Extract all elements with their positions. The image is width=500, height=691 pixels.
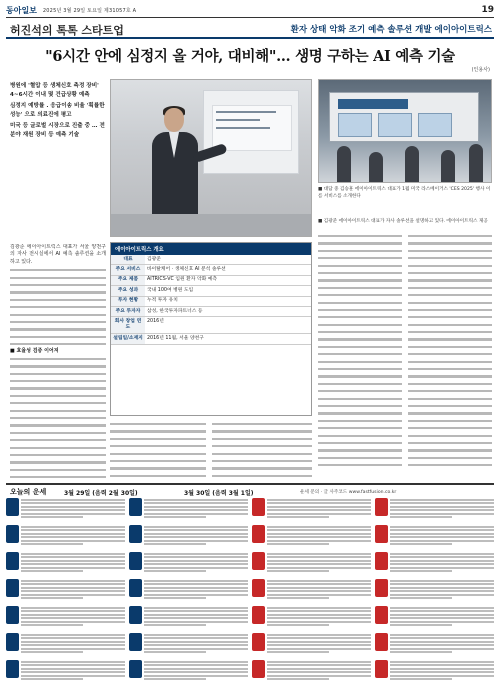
zodiac-badge <box>129 498 142 516</box>
zodiac-badge <box>375 498 388 516</box>
text-line <box>318 328 402 335</box>
text-line <box>408 395 492 402</box>
main-photo-caption: ■ 김광준 에이아이트릭스 대표가 자사 솔루션을 설명하고 있다. 에이아이트릭스 제공 <box>318 219 488 224</box>
fortune-entry <box>129 525 248 550</box>
summary-line: 미국 등 글로벌 시장으로 진출 중 … 전 분야 재원 장비 등 예측 기술 <box>10 122 105 139</box>
text-line <box>408 446 492 453</box>
text-line <box>408 454 492 461</box>
fortune-entry <box>375 660 494 685</box>
fortune-entry <box>6 660 125 685</box>
fortune-entry <box>129 552 248 577</box>
text-line <box>318 254 402 261</box>
headline: "6시간 안에 심정지 올 거야, 대비해"… 생명 구하는 AI 예측 기술 <box>45 48 455 65</box>
text-line <box>408 313 492 320</box>
fortune-text <box>267 579 371 599</box>
main-photo <box>110 79 312 237</box>
text-line <box>318 409 402 416</box>
zodiac-badge <box>6 525 19 543</box>
zodiac-badge <box>6 606 19 624</box>
zodiac-badge <box>129 660 142 678</box>
fortune-entry <box>252 552 371 577</box>
company-profile-table <box>110 242 312 416</box>
text-line <box>318 372 402 379</box>
fortune-entry <box>6 579 125 604</box>
text-line <box>318 439 402 446</box>
fortune-entry <box>252 525 371 550</box>
fortune-text <box>390 660 494 680</box>
fortune-entry <box>375 579 494 604</box>
fortune-text <box>390 498 494 518</box>
zodiac-badge <box>129 579 142 597</box>
fortune-text <box>390 552 494 572</box>
zodiac-badge <box>6 633 19 651</box>
fortune-text <box>267 552 371 572</box>
section-subtitle: 환자 상태 악화 조기 예측 솔루션 개발 에이아이트릭스 <box>290 25 492 35</box>
fortune-text <box>21 606 125 626</box>
fortune-text <box>267 606 371 626</box>
text-line <box>408 328 492 335</box>
fortune-entry <box>375 552 494 577</box>
zodiac-badge <box>375 606 388 624</box>
text-line <box>408 358 492 365</box>
fortune-text <box>21 579 125 599</box>
text-line <box>318 247 402 254</box>
fortune-entry <box>375 498 494 523</box>
text-line <box>408 461 492 468</box>
fortune-column <box>6 498 125 686</box>
fortune-text <box>21 633 125 653</box>
page-number: 19 <box>481 5 494 15</box>
zodiac-badge <box>375 552 388 570</box>
fortune-text <box>144 525 248 545</box>
text-line <box>318 262 402 269</box>
fortune-column <box>375 498 494 686</box>
fortune-grid <box>6 498 494 686</box>
display-wall <box>203 90 299 174</box>
text-line <box>318 291 402 298</box>
section-title: 허진석의 톡톡 스타트업 <box>10 24 124 37</box>
text-line <box>408 247 492 254</box>
text-line <box>318 424 402 431</box>
zodiac-badge <box>129 606 142 624</box>
fortune-text <box>267 525 371 545</box>
fortune-credit: 운세 문의 · 글 사주코드 www.fastfusion.co.kr <box>300 490 397 495</box>
text-line <box>318 358 402 365</box>
text-line <box>408 365 492 372</box>
text-line <box>408 232 492 239</box>
profile-row: 투자 현황 누적 투자 유치 <box>111 296 311 306</box>
zodiac-badge <box>252 606 265 624</box>
fortune-entry <box>6 498 125 523</box>
summary-line: 병원에 '혈압 등 생체신호 측정 장비' 4~6시간 이내 몇 건급상황 예측 <box>10 83 99 99</box>
section-divider <box>6 483 494 485</box>
fortune-text <box>390 579 494 599</box>
text-line <box>318 432 402 439</box>
fortune-column <box>129 498 248 686</box>
text-line <box>408 269 492 276</box>
text-line <box>408 321 492 328</box>
text-line <box>408 306 492 313</box>
summary-line: 심정지 예방률 . 응급이송 비율 '획률한 성능' 으로 의료진에 평고 <box>10 102 105 119</box>
text-line <box>408 432 492 439</box>
text-line <box>408 291 492 298</box>
issue-meta: 2025년 3월 29일 토요일 제31057호 A <box>42 7 137 14</box>
zodiac-badge <box>252 660 265 678</box>
screen-text <box>216 127 270 129</box>
paper-name: 동아일보 <box>6 4 37 15</box>
summary-box <box>10 82 106 141</box>
fortune-entry <box>129 660 248 685</box>
text-line <box>408 380 492 387</box>
fortune-entry <box>129 498 248 523</box>
top-rule <box>6 17 494 18</box>
text-line <box>408 254 492 261</box>
screen-text <box>216 111 276 113</box>
fortune-entry <box>375 606 494 631</box>
fortune-text <box>267 633 371 653</box>
text-line <box>408 350 492 357</box>
text-line <box>318 402 402 409</box>
zodiac-badge <box>252 552 265 570</box>
expo-photo-caption: ■ 대담 중 김승훈 에이아이트릭스 대표가 1월 미국 라스베이거스 'CES 2025' 행사 이름 서비스를 소개한다 <box>318 187 491 199</box>
text-line <box>318 454 402 461</box>
expo-booth <box>329 92 479 142</box>
fortune-entry <box>129 579 248 604</box>
fortune-entry <box>129 633 248 658</box>
fortune-entry <box>252 633 371 658</box>
zodiac-badge <box>375 660 388 678</box>
zodiac-badge <box>375 633 388 651</box>
text-line <box>318 343 402 350</box>
text-line <box>408 402 492 409</box>
profile-row: 대표 김광준 <box>111 255 311 265</box>
article-column-4 <box>318 232 402 479</box>
fortune-text <box>144 552 248 572</box>
text-line <box>408 276 492 283</box>
fortune-text <box>390 525 494 545</box>
text-line <box>318 313 402 320</box>
profile-row: 설립일/소재지 2016년 11월, 서울 양천구 <box>111 334 311 344</box>
text-line <box>408 335 492 342</box>
text-line <box>318 417 402 424</box>
text-line <box>318 350 402 357</box>
text-line <box>318 365 402 372</box>
fortune-date-1: 3월 29일 (음력 2월 30일) <box>64 490 138 497</box>
text-line <box>408 387 492 394</box>
fortune-text <box>390 606 494 626</box>
zodiac-badge <box>6 498 19 516</box>
text-line <box>408 409 492 416</box>
text-line <box>408 299 492 306</box>
profile-row: 주요 서비스 바이탈케어 · 생체신호 AI 분석 솔루션 <box>111 265 311 275</box>
article-column-3 <box>212 420 312 479</box>
text-line <box>318 299 402 306</box>
fortune-text <box>144 633 248 653</box>
fortune-column <box>252 498 371 686</box>
text-line <box>408 343 492 350</box>
text-line <box>318 380 402 387</box>
text-line <box>408 284 492 291</box>
text-line <box>318 306 402 313</box>
fortune-text <box>144 660 248 680</box>
fortune-text <box>21 552 125 572</box>
text-line <box>318 446 402 453</box>
fortune-text <box>21 660 125 680</box>
zodiac-badge <box>252 633 265 651</box>
text-line <box>318 335 402 342</box>
zodiac-badge <box>252 525 265 543</box>
zodiac-badge <box>129 525 142 543</box>
text-line <box>318 387 402 394</box>
fortune-entry <box>252 579 371 604</box>
fortune-entry <box>252 606 371 631</box>
byline: (인용사) <box>471 67 490 73</box>
expo-photo <box>318 79 492 183</box>
profile-row: 회사 창업 연도 2016년 <box>111 317 311 334</box>
text-line <box>408 372 492 379</box>
text-line <box>318 321 402 328</box>
fortune-entry <box>252 660 371 685</box>
zodiac-badge <box>6 552 19 570</box>
masthead <box>6 4 494 16</box>
article-lead: 김광준 에이아이트릭스 대표가 서울 양천구의 자사 전시실에서 AI 예측 솔루션을 소개하고 있다. <box>10 244 106 265</box>
profile-row: 주요 성과 국내 100여 병원 도입 <box>111 286 311 296</box>
zodiac-badge <box>375 579 388 597</box>
fortune-entry <box>252 498 371 523</box>
text-line <box>318 232 402 239</box>
text-line <box>408 262 492 269</box>
section-rule <box>6 37 494 39</box>
fortune-entry <box>375 525 494 550</box>
fortune-entry <box>375 633 494 658</box>
fortune-text <box>144 606 248 626</box>
article-subhead: ■ 효율성 검증 이어져 <box>10 347 59 354</box>
text-line <box>318 284 402 291</box>
fortune-text <box>21 498 125 518</box>
text-line <box>408 417 492 424</box>
text-line <box>318 269 402 276</box>
article-column-2 <box>110 420 206 479</box>
fortune-text <box>267 498 371 518</box>
fortune-title: 오늘의 운세 <box>10 488 47 496</box>
article-column-5 <box>408 232 492 479</box>
text-line <box>318 276 402 283</box>
zodiac-badge <box>252 579 265 597</box>
fortune-text <box>144 498 248 518</box>
text-line <box>408 439 492 446</box>
article-column-1 <box>10 244 106 479</box>
fortune-date-2: 3월 30일 (음력 3월 1일) <box>184 490 254 497</box>
text-line <box>318 239 402 246</box>
fortune-text <box>390 633 494 653</box>
fortune-entry <box>6 633 125 658</box>
text-line <box>318 461 402 468</box>
fortune-entry <box>6 552 125 577</box>
text-line <box>408 239 492 246</box>
fortune-text <box>144 579 248 599</box>
fortune-text <box>21 525 125 545</box>
screen-text <box>216 119 260 121</box>
zodiac-badge <box>6 579 19 597</box>
zodiac-badge <box>252 498 265 516</box>
profile-row: 주요 투자자 삼성, 한국투자파트너스 등 <box>111 307 311 317</box>
profile-row: 주요 제품 AITRICS-VC 입원 환자 악화 예측 <box>111 275 311 285</box>
fortune-entry <box>6 606 125 631</box>
fortune-text <box>267 660 371 680</box>
text-line <box>408 424 492 431</box>
zodiac-badge <box>375 525 388 543</box>
zodiac-badge <box>6 660 19 678</box>
zodiac-badge <box>129 633 142 651</box>
zodiac-badge <box>129 552 142 570</box>
fortune-entry <box>129 606 248 631</box>
text-line <box>318 395 402 402</box>
profile-title: 에이아이트릭스 개요 <box>111 243 311 255</box>
fortune-entry <box>6 525 125 550</box>
